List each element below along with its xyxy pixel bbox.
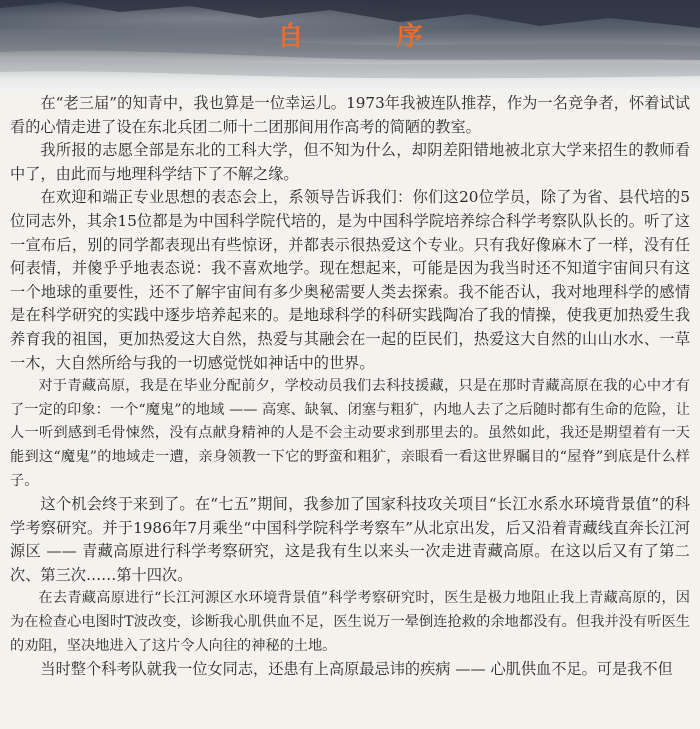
paragraph: 我所报的志愿全部是东北的工科大学，但不知为什么，却阴差阳错地被北京大学来招生的教师看中了，由此而与地理科学结下了不解之缘。 — [10, 141, 690, 183]
landscape-banner — [0, 0, 700, 92]
paragraph: 当时整个科考队就我一位女同志，还患有上高原最忌讳的疾病 —— 心肌供血不足。可是我不但 — [40, 660, 673, 679]
page-title: 自 序 — [277, 22, 465, 52]
paragraph: 在去青藏高原进行“长江河源区水环境背景值”科学考察研究时，医生是极力地阻止我上青藏高原的，因为在检查心电图时T波改变，诊断我心肌供血不足，医生说万一晕倒连抢救的余地都没有。但我并没有听医生的劝阻，坚决地进入了这片令人向往的神秘的土地。 — [10, 590, 690, 654]
paragraph: 对于青藏高原，我是在毕业分配前夕，学校动员我们去科技援藏，只是在那时青藏高原在我的心中才有了一定的印象：一个“魔鬼”的地域 —— 高寒、缺氧、闭塞与粗犷，内地人去了之后随时都有生命的危险，让人一听到感到毛骨悚然，没有点献身精神的人是不会主动要求到那里去的。虽然如此，我还是期望着有一天能到这“魔鬼”的地域走一遭，亲身领教一下它的野蛮和粗犷，亲眼看一看这世界瞩目的“屋脊”到底是什么样子。 — [10, 378, 690, 489]
preface-text — [10, 92, 690, 682]
paragraph: 在欢迎和端正专业思想的表态会上，系领导告诉我们：你们这20位学员，除了为省、县代培的5位同志外，其余15位都是为中国科学院代培的，是为中国科学院培养综合科学考察队队长的。听了这一宣布后，别的同学都表现出有些惊讶，并都表示很热爱这个专业。只有我好像麻木了一样，没有任何表情，并傻乎乎地表态说：我不喜欢地学。现在想起来，可能是因为我当时还不知道宇宙间只有这一个地球的重要性，还不了解宇宙间有多少奥秘需要人类去探索。我不能否认，我对地理科学的感情是在科学研究的实践中逐步培养起来的。是地球科学的科研实践陶冶了我的情操，使我更加热爱生我养育我的祖国，更加热爱这大自然，热爱与其融会在一起的臣民们，热爱这大自然的山山水水、一草一木，大自然所给与我的一切感觉恍如神话中的世界。 — [10, 188, 690, 372]
paragraph: 这个机会终于来到了。在“七五”期间，我参加了国家科技攻关项目“长江水系水环境背景值”的科学考察研究。并于1986年7月乘坐“中国科学院科学考察车”从北京出发，后又沿着青藏线直奔长江河源区 —— 青藏高原进行科学考察研究，这是我有生以来头一次走进青藏高原。在这以后又有了第二次、第三次……第十四次。 — [10, 495, 690, 584]
paragraph: 在“老三届”的知青中，我也算是一位幸运儿。1973年我被连队推荐，作为一名竞争者，怀着试试看的心情走进了设在东北兵团二师十二团那间用作高考的简陋的教室。 — [10, 94, 690, 136]
